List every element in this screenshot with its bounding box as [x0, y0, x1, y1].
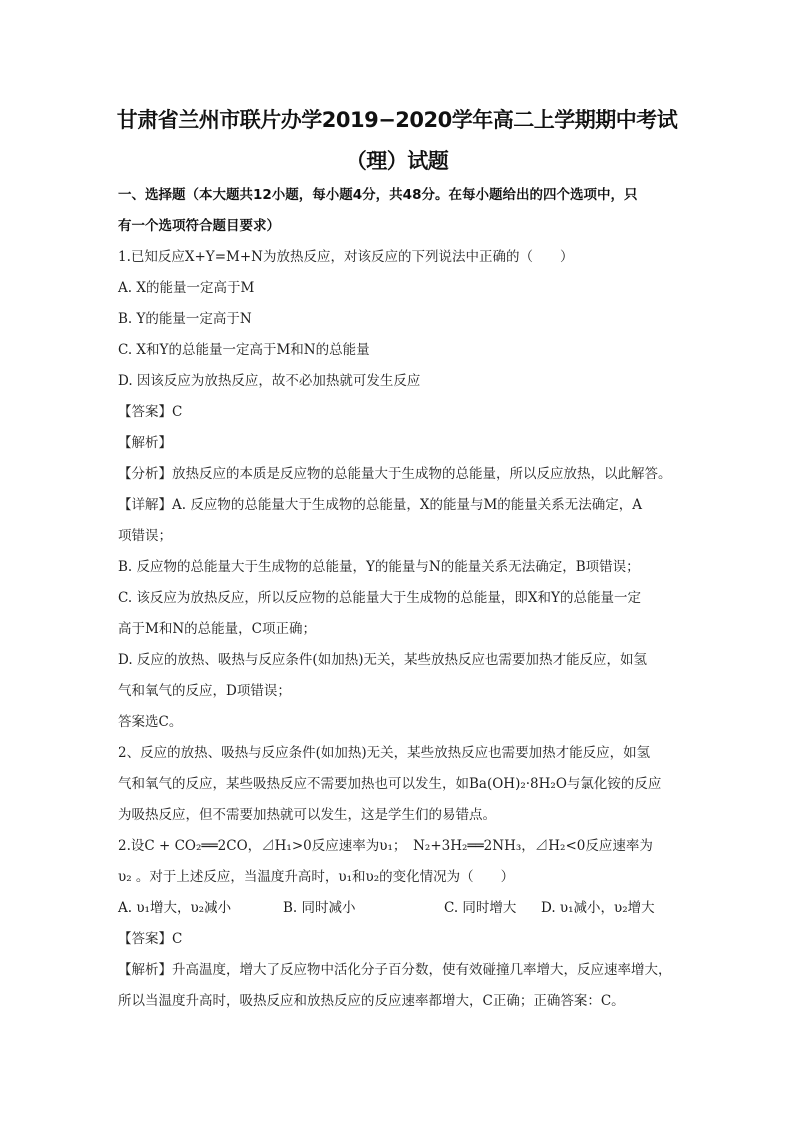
q1-xiangjie-c-line1: C. 该反应为放热反应，所以反应物的总能量大于生成物的总能量，即X和Y的总能量一定	[118, 590, 641, 606]
q2-option-a: A. υ₁增大，υ₂减小	[118, 900, 232, 916]
q2-option-b: B. 同时减小	[283, 900, 356, 916]
q1-xiangjie-b: B. 反应物的总能量大于生成物的总能量，Y的能量与N的能量关系无法确定，B项错误；	[118, 559, 640, 575]
point2-line1: 2、反应的放热、吸热与反应条件(如加热)无关，某些放热反应也需要加热才能反应，如氢	[118, 745, 651, 761]
q1-xiangjie-d-line2: 气和氧气的反应，D项错误；	[118, 683, 291, 699]
q1-xiangjie-a-line2: 项错误；	[118, 528, 172, 544]
point2-line3: 为吸热反应，但不需要加热就可以发生，这是学生们的易错点。	[118, 807, 496, 823]
q2-answer: 【答案】C	[118, 931, 183, 947]
q1-fenxi: 【分析】放热反应的本质是反应物的总能量大于生成物的总能量，所以反应放热，以此解答。	[118, 466, 672, 482]
q2-option-c: C. 同时增大	[444, 900, 517, 916]
doc-title-line1: 甘肃省兰州市联片办学2019−2020学年高二上学期期中考试	[116, 108, 678, 132]
q1-option-b: B. Y的能量一定高于N	[118, 311, 252, 327]
q2-analysis-line2: 所以当温度升高时，吸热反应和放热反应的反应速率都增大，C正确；正确答案：C。	[118, 993, 625, 1009]
section1-header-line1: 一、选择题（本大题共12小题，每小题4分，共48分。在每小题给出的四个选项中，只	[118, 187, 638, 203]
q2-analysis-line1: 【解析】升高温度，增大了反应物中活化分子百分数，使有效碰撞几率增大，反应速率增大，	[118, 962, 672, 978]
q2-stem-line2: υ₂ 。对于上述反应，当温度升高时，υ₁和υ₂的变化情况为（ ）	[118, 869, 515, 885]
q1-analysis-label: 【解析】	[118, 435, 172, 451]
q1-conclusion: 答案选C。	[118, 714, 183, 730]
q1-xiangjie-a-line1: 【详解】A. 反应物的总能量大于生成物的总能量，X的能量与M的能量关系无法确定，A	[118, 497, 643, 513]
q1-xiangjie-d-line1: D. 反应的放热、吸热与反应条件(如加热)无关，某些放热反应也需要加热才能反应，如氢	[118, 652, 647, 668]
q1-option-d: D. 因该反应为放热反应，故不必加热就可发生反应	[118, 373, 421, 389]
q2-stem-line1: 2.设C + CO₂══2CO，⊿H₁>0反应速率为υ₁； N₂+3H₂══2NH₃，⊿H₂<0反应速率为	[118, 838, 653, 854]
q2-option-d: D. υ₁减小，υ₂增大	[541, 900, 655, 916]
section1-header-line2: 有一个选项符合题目要求）	[118, 218, 280, 234]
q1-stem: 1.已知反应X+Y=M+N为放热反应，对该反应的下列说法中正确的（ ）	[118, 249, 574, 265]
q1-answer: 【答案】C	[118, 404, 183, 420]
q1-option-a: A. X的能量一定高于M	[118, 280, 255, 296]
point2-line2: 气和氧气的反应，某些吸热反应不需要加热也可以发生，如Ba(OH)₂·8H₂O与氯化铵的反应	[118, 776, 662, 792]
doc-title-line2: （理）试题	[345, 149, 449, 173]
q1-xiangjie-c-line2: 高于M和N的总能量，C项正确；	[118, 621, 316, 637]
q1-option-c: C. X和Y的总能量一定高于M和N的总能量	[118, 342, 370, 358]
